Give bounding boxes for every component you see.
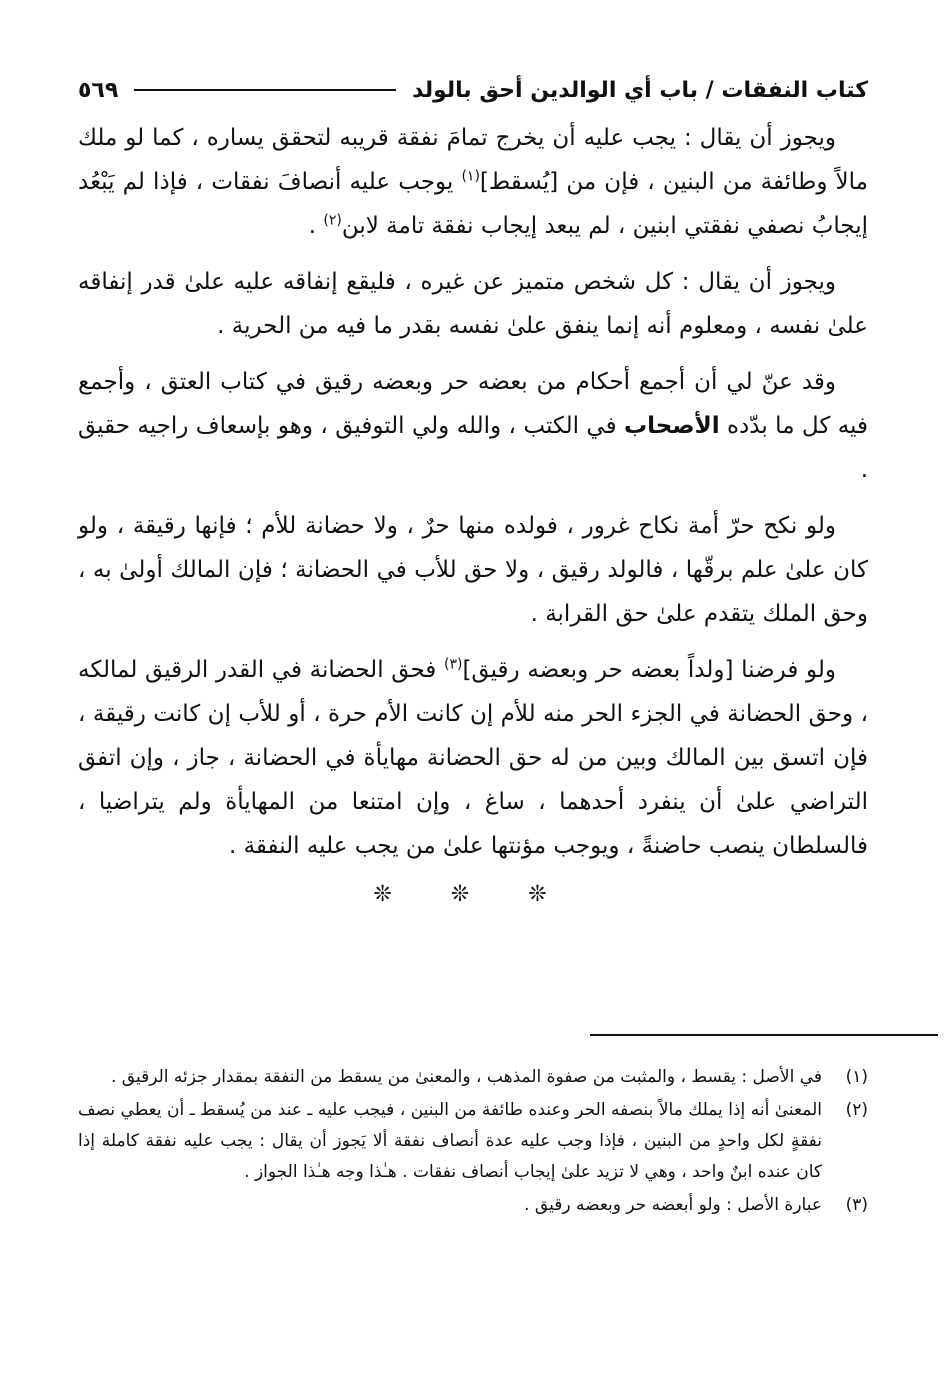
section-separator: ❊ ❊ ❊ — [373, 882, 573, 907]
paragraph-1-text-a: ويجوز أن يقال : يجب عليه أن يخرج تمامَ نفقة قريبه لتحقق يساره ، كما لو ملك مالاً وطائفة من البنين ، فإن من [يُسقط] — [78, 125, 868, 195]
paragraph-3-text-b: في الكتب ، والله ولي التوفيق ، وهو بإسعاف راجيه حقيق . — [78, 413, 868, 483]
footnote-number: (١) — [845, 1067, 868, 1087]
footnote-text: المعنىٰ أنه إذا يملك مالاً بنصفه الحر وعنده طائفة من البنين ، فيجب عليه ـ عند من يُسقط ـ أن يعطي نصف نفقةٍ لكل واحدٍ من البنين ، فإذا وجب عليه عدة أنصاف نفقة ألا يَجوز أن يقال : يجب عليه نفقة كاملة إذا كان عنده ابنٌ واحد ، وهي لا تزيد علىٰ إيجاب أنصاف نفقات . هـٰذا وجه هـٰذا الجواز . — [78, 1100, 822, 1182]
footnote-2 — [78, 1095, 868, 1188]
paragraph-2: ويجوز أن يقال : كل شخص متميز عن غيره ، فليقع إنفاقه عليه علىٰ قدر إنفاقه علىٰ نفسه ، ومعلوم أنه إنما ينفق علىٰ نفسه بقدر ما فيه من الحرية . — [78, 269, 868, 339]
footnote-text: عبارة الأصل : ولو أبعضه حر وبعضه رقيق . — [524, 1195, 822, 1215]
running-header — [78, 70, 868, 110]
footnote-ref-3[interactable]: (٣) — [443, 656, 463, 673]
paragraph-4: ولو نكح حرّ أمة نكاح غرور ، فولده منها حرٌ ، ولا حضانة للأم ؛ فإنها رقيقة ، ولو كان علىٰ علم برقّها ، فالولد رقيق ، ولا حق للأب في الحضانة ؛ فإن المالك أولىٰ به ، وحق الملك يتقدم علىٰ حق القرابة . — [78, 513, 868, 627]
paragraph-5-text-a: ولو فرضنا [ولداً بعضه حر وبعضه رقيق] — [462, 657, 836, 683]
header-rule — [134, 89, 396, 91]
paragraph-5-text-b: فحق الحضانة في القدر الرقيق لمالكه ، وحق الحضانة في الجزء الحر منه للأم إن كانت الأم حرة ، أو للأب إن كانت رقيقة ، فإن اتسق بين المالك وبين من له حق الحضانة مهايأة في الحضانة ، جاز ، وإن اتفق التراضي علىٰ أن ينفرد أحدهما ، ساغ ، وإن امتنعا من المهايأة ولم يتراضيا ، فالسلطان ينصب حاضنةً ، ويوجب مؤنتها علىٰ من يجب عليه النفقة . — [78, 657, 868, 859]
page-number: ٥٦٩ — [78, 77, 119, 103]
paragraph-5 — [78, 648, 868, 868]
paragraph-1-text-b: يوجب عليه أنصافَ نفقات ، فإذا لم يَبْعُد إيجابُ نصفي نفقتي ابنين ، لم يبعد إيجاب نفقة تامة لابن — [78, 169, 868, 239]
footnote-rule — [590, 1034, 938, 1036]
paragraph-1 — [78, 116, 868, 248]
footnote-text: في الأصل : يقسط ، والمثبت من صفوة المذهب ، والمعنىٰ من يسقط من النفقة بمقدار جزئه الرقيق . — [111, 1067, 822, 1087]
footnote-ref-1[interactable]: (١) — [461, 168, 480, 185]
footnote-1 — [78, 1062, 868, 1093]
footnote-3 — [78, 1190, 868, 1221]
page-body — [78, 70, 868, 922]
footnote-number: (٢) — [845, 1100, 868, 1120]
footnote-number: (٣) — [845, 1195, 868, 1215]
paragraph-3-text-a: وقد عنّ لي أن أجمع أحكام من بعضه حر وبعضه رقيق في كتاب العتق ، وأجمع فيه كل ما بدّده — [78, 369, 868, 439]
paragraph-3-bold-term: الأصحاب — [624, 413, 720, 439]
chapter-title: كتاب النفقات / باب أي الوالدين أحق بالولد — [412, 77, 868, 103]
footnote-ref-2[interactable]: (٢) — [323, 212, 342, 229]
paragraph-1-text-c: . — [308, 213, 324, 239]
footnotes — [78, 1062, 868, 1223]
paragraph-3 — [78, 360, 868, 492]
